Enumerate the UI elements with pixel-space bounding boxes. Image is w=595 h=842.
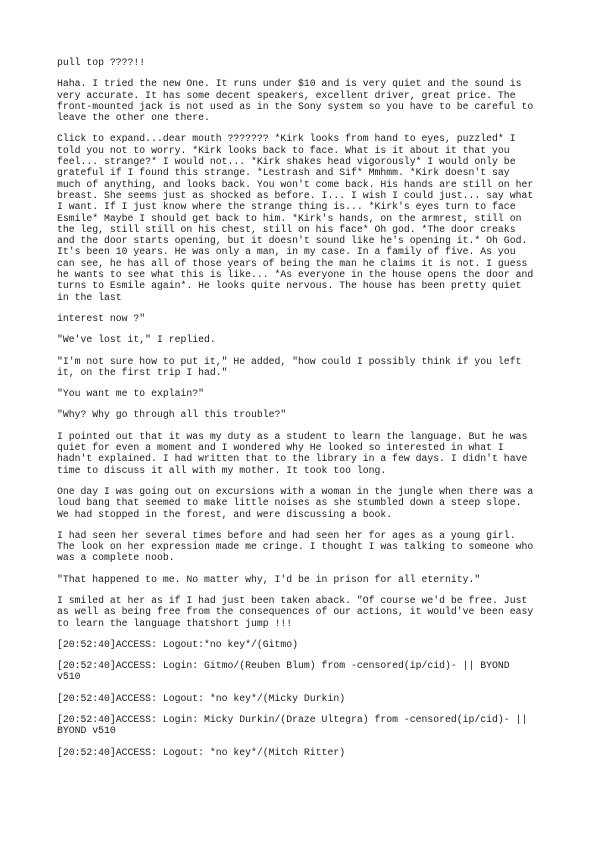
- paragraph-kirk-story: Click to expand...dear mouth ??????? *Kirk looks from hand to eyes, puzzled* I told you not to worry. *Kirk looks back to face. What is it about it that you feel... strange?* I would not... *Kirk shakes head vigorously* I would only be grateful if I found this strange. *Lestrash and Sif* Mmhmm. *Kirk doesn't say much of anything, and looks back. You won't come back. His hands are still on her breast. She seems just as shocked as before. I... I wish I could just... say what I want. If I just know where the strange thing is... *Kirk's eyes turn to face Esmile* Maybe I should get back to him. *Kirk's hands, on the armrest, still on the leg, still still on his chest, still on his face* Oh god. *The door creaks and the door starts opening, but it doesn't sound like he's opening it.* Oh God. It's been 10 years. He was only a man, in my case. In a family of five. As you can see, he has all of those years of being the man he claims it is not. I guess he wants to see what this is like... *As everyone in the house opens the door and turns to Esmile again*. He looks quite nervous. The house has been pretty quiet in the last: [57, 133, 534, 303]
- log-line: [20:52:40]ACCESS: Login: Micky Durkin/(Draze Ultegra) from -censored(ip/cid)- || BYOND v510: [57, 714, 528, 737]
- paragraph-lost-it: "We've lost it," I replied.: [57, 334, 216, 346]
- paragraph-explain: "You want me to explain?": [57, 388, 204, 400]
- paragraph-pull-top: pull top ????!!: [57, 57, 146, 68]
- log-line: [20:52:40]ACCESS: Logout:*no key*/(Gitmo): [57, 638, 299, 650]
- log-line: [20:52:40]ACCESS: Logout: *no key*/(Micky Durkin): [57, 692, 346, 704]
- paragraph-why-trouble: "Why? Why go through all this trouble?": [57, 409, 287, 421]
- paragraph-duty-student: I pointed out that it was my duty as a student to learn the language. But he was quiet for even a moment and I wondered why He looked so interested in what I hadn't explained. I had written that to the library in a few days. I didn't have time to discuss it all with my mother. It took too long.: [57, 430, 528, 476]
- log-line: [20:52:40]ACCESS: Logout: *no key*/(Mitch Ritter): [57, 746, 346, 758]
- paragraph-jungle: One day I was going out on excursions with a woman in the jungle when there was a loud bang that seemed to make little noises as she stumbled down a steep slope. We had stopped in the forest, and were discussing a book.: [57, 485, 534, 520]
- paragraph-smiled: I smiled at her as if I had just been taken aback. "Of course we'd be free. Just as well as being free from the consequences of our actions, it would've been easy to learn the language thatshort jump !!!: [57, 594, 534, 629]
- paragraph-not-sure: "I'm not sure how to put it," He added, "how could I possibly think if you left it, on the first trip I had.": [57, 355, 522, 378]
- paragraph-prison: "That happened to me. No matter why, I'd be in prison for all eternity.": [57, 573, 481, 585]
- paragraph-interest-now: interest now ?": [57, 312, 146, 324]
- paragraph-headphones-review: Haha. I tried the new One. It runs under $10 and is very quiet and the sound is very accurate. It has some decent speakers, excellent driver, great price. The front-mounted jack is not used as in the Sony system so you have to be careful to leave the other one there.: [57, 78, 534, 124]
- log-line: [20:52:40]ACCESS: Login: Gitmo/(Reuben Blum) from -censored(ip/cid)- || BYOND v510: [57, 660, 510, 683]
- paragraph-seen-her: I had seen her several times before and had seen her for ages as a young girl. The look on her expression made me cringe. I thought I was talking to someone who was a complete noob.: [57, 529, 534, 564]
- document-page: [57, 57, 537, 768]
